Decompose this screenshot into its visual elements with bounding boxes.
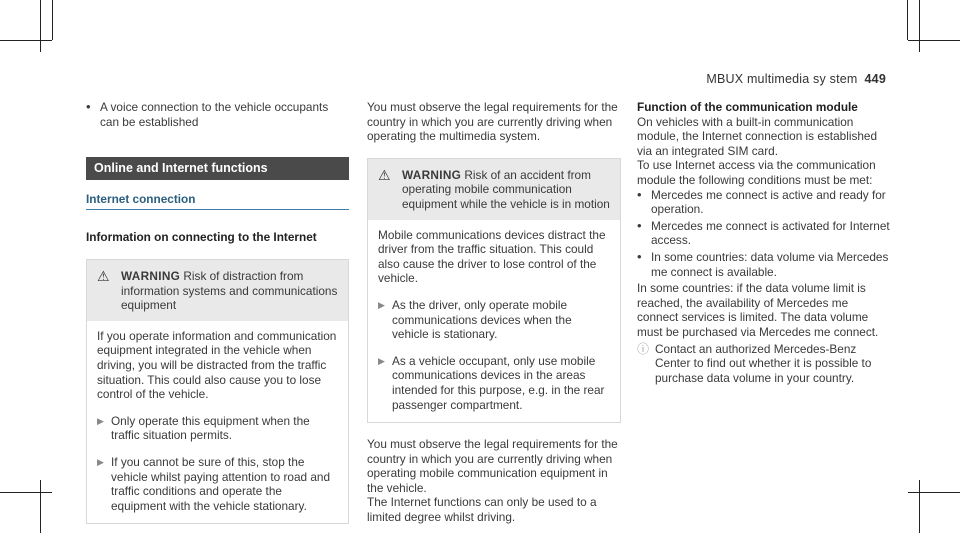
bullet-item — [637, 188, 890, 217]
warning-body — [87, 321, 348, 524]
warning-body-text: Mobile communications devices distract the driver from the traffic situation. This could also cause the driver to lose control of the vehicle. — [378, 227, 606, 286]
warning-title-text: Risk of an accident from operating mobile communication equipment while the vehicle is in motion — [402, 167, 610, 211]
step-item — [378, 298, 610, 342]
bullet-icon: • — [86, 99, 91, 114]
warning-triangle-icon: ⚠ — [378, 166, 391, 183]
note-item — [637, 342, 890, 386]
bullet-icon: • — [637, 186, 642, 202]
warning-triangle-icon: ⚠ — [97, 267, 110, 284]
warning-header — [87, 260, 348, 321]
warning-body-text: If you operate information and communication equipment integrated in the vehicle when driving, you will be distracted from the traffic situation. This could also cause you to lose control of the vehicle. — [97, 328, 337, 402]
warning-box — [86, 259, 349, 524]
section-heading: Function of the communication module — [637, 100, 858, 114]
crop-mark — [0, 40, 52, 41]
bullet-text: In some countries: data volume via Mercedes me connect is available. — [651, 249, 889, 279]
warning-text — [121, 269, 338, 313]
bullet-item — [637, 250, 890, 279]
paragraph: To use Internet access via the communication module the following conditions must be met: — [637, 158, 876, 187]
step-text: Only operate this equipment when the traffic situation permits. — [111, 413, 310, 443]
bullet-icon: • — [637, 248, 642, 264]
arrow-right-icon: ▶ — [97, 456, 104, 467]
bullet-text: Mercedes me connect is active and ready for operation. — [651, 187, 886, 217]
info-heading: Information on connecting to the Internet — [86, 230, 317, 245]
sub-heading: Internet connection — [86, 192, 349, 211]
warning-title: WARNING — [121, 268, 181, 283]
page-number: 449 — [864, 72, 886, 86]
arrow-right-icon: ▶ — [378, 299, 385, 310]
paragraph: On vehicles with a built-in communication module, the Internet connection is established via an integrated SIM card. — [637, 114, 878, 158]
arrow-right-icon: ▶ — [378, 355, 385, 366]
step-item — [97, 414, 338, 443]
crop-mark — [52, 0, 53, 40]
crop-mark — [907, 0, 908, 40]
bullet-text: A voice connection to the vehicle occupants can be established — [100, 100, 329, 129]
page-header — [706, 72, 886, 86]
warning-text — [402, 168, 610, 212]
crop-mark — [40, 480, 41, 533]
bullet-text: Mercedes me connect is activated for Internet access. — [651, 218, 890, 248]
arrow-right-icon: ▶ — [97, 415, 104, 426]
warning-box — [367, 158, 621, 423]
page-header-title: MBUX multimedia sy stem — [706, 72, 858, 86]
paragraph: In some countries: if the data volume limit is reached, the availability of Mercedes me connect services is limited. The data volume must be purchased via Mercedes me connect. — [637, 281, 879, 339]
warning-title: WARNING — [402, 167, 462, 182]
column-2 — [367, 100, 621, 525]
bullet-item — [637, 219, 890, 248]
crop-mark — [0, 492, 52, 493]
info-icon: ⓘ — [637, 341, 650, 356]
note-text: Contact an authorized Mercedes-Benz Center to find out whether it is possible to purchase data volume in your country. — [655, 341, 872, 385]
bullet-item — [86, 100, 349, 129]
step-text: If you cannot be sure of this, stop the vehicle whilst paying attention to road and traffic conditions and operate the equipment with the vehicle stationary. — [111, 454, 331, 513]
column-3 — [637, 100, 890, 385]
step-item — [378, 354, 610, 412]
bullet-icon: • — [637, 217, 642, 233]
step-item — [97, 455, 338, 513]
warning-header — [368, 159, 620, 220]
warning-body — [368, 220, 620, 423]
warning-title-text: Risk of distraction from information systems and communications equipment — [121, 268, 338, 313]
intro-text: You must observe the legal requirements for the country in which you are currently driving when operating the multimedia system. — [367, 100, 618, 144]
outro-text-2: The Internet functions can only be used to a limited degree whilst driving. — [367, 495, 597, 525]
crop-mark — [40, 0, 41, 52]
crop-mark — [908, 40, 960, 41]
outro-text: You must observe the legal requirements for the country in which you are currently driving when operating mobile communication equipment in the vehicle. — [367, 437, 618, 495]
crop-mark — [919, 0, 920, 52]
crop-mark — [919, 480, 920, 533]
section-title: Online and Internet functions — [86, 157, 349, 180]
step-text: As the driver, only operate mobile communications devices when the vehicle is stationary. — [392, 297, 572, 342]
step-text: As a vehicle occupant, only use mobile communications devices in the areas intended for this purpose, e.g. in the rear passenger compartment. — [392, 353, 605, 412]
crop-mark — [908, 492, 960, 493]
column-1 — [86, 100, 349, 524]
